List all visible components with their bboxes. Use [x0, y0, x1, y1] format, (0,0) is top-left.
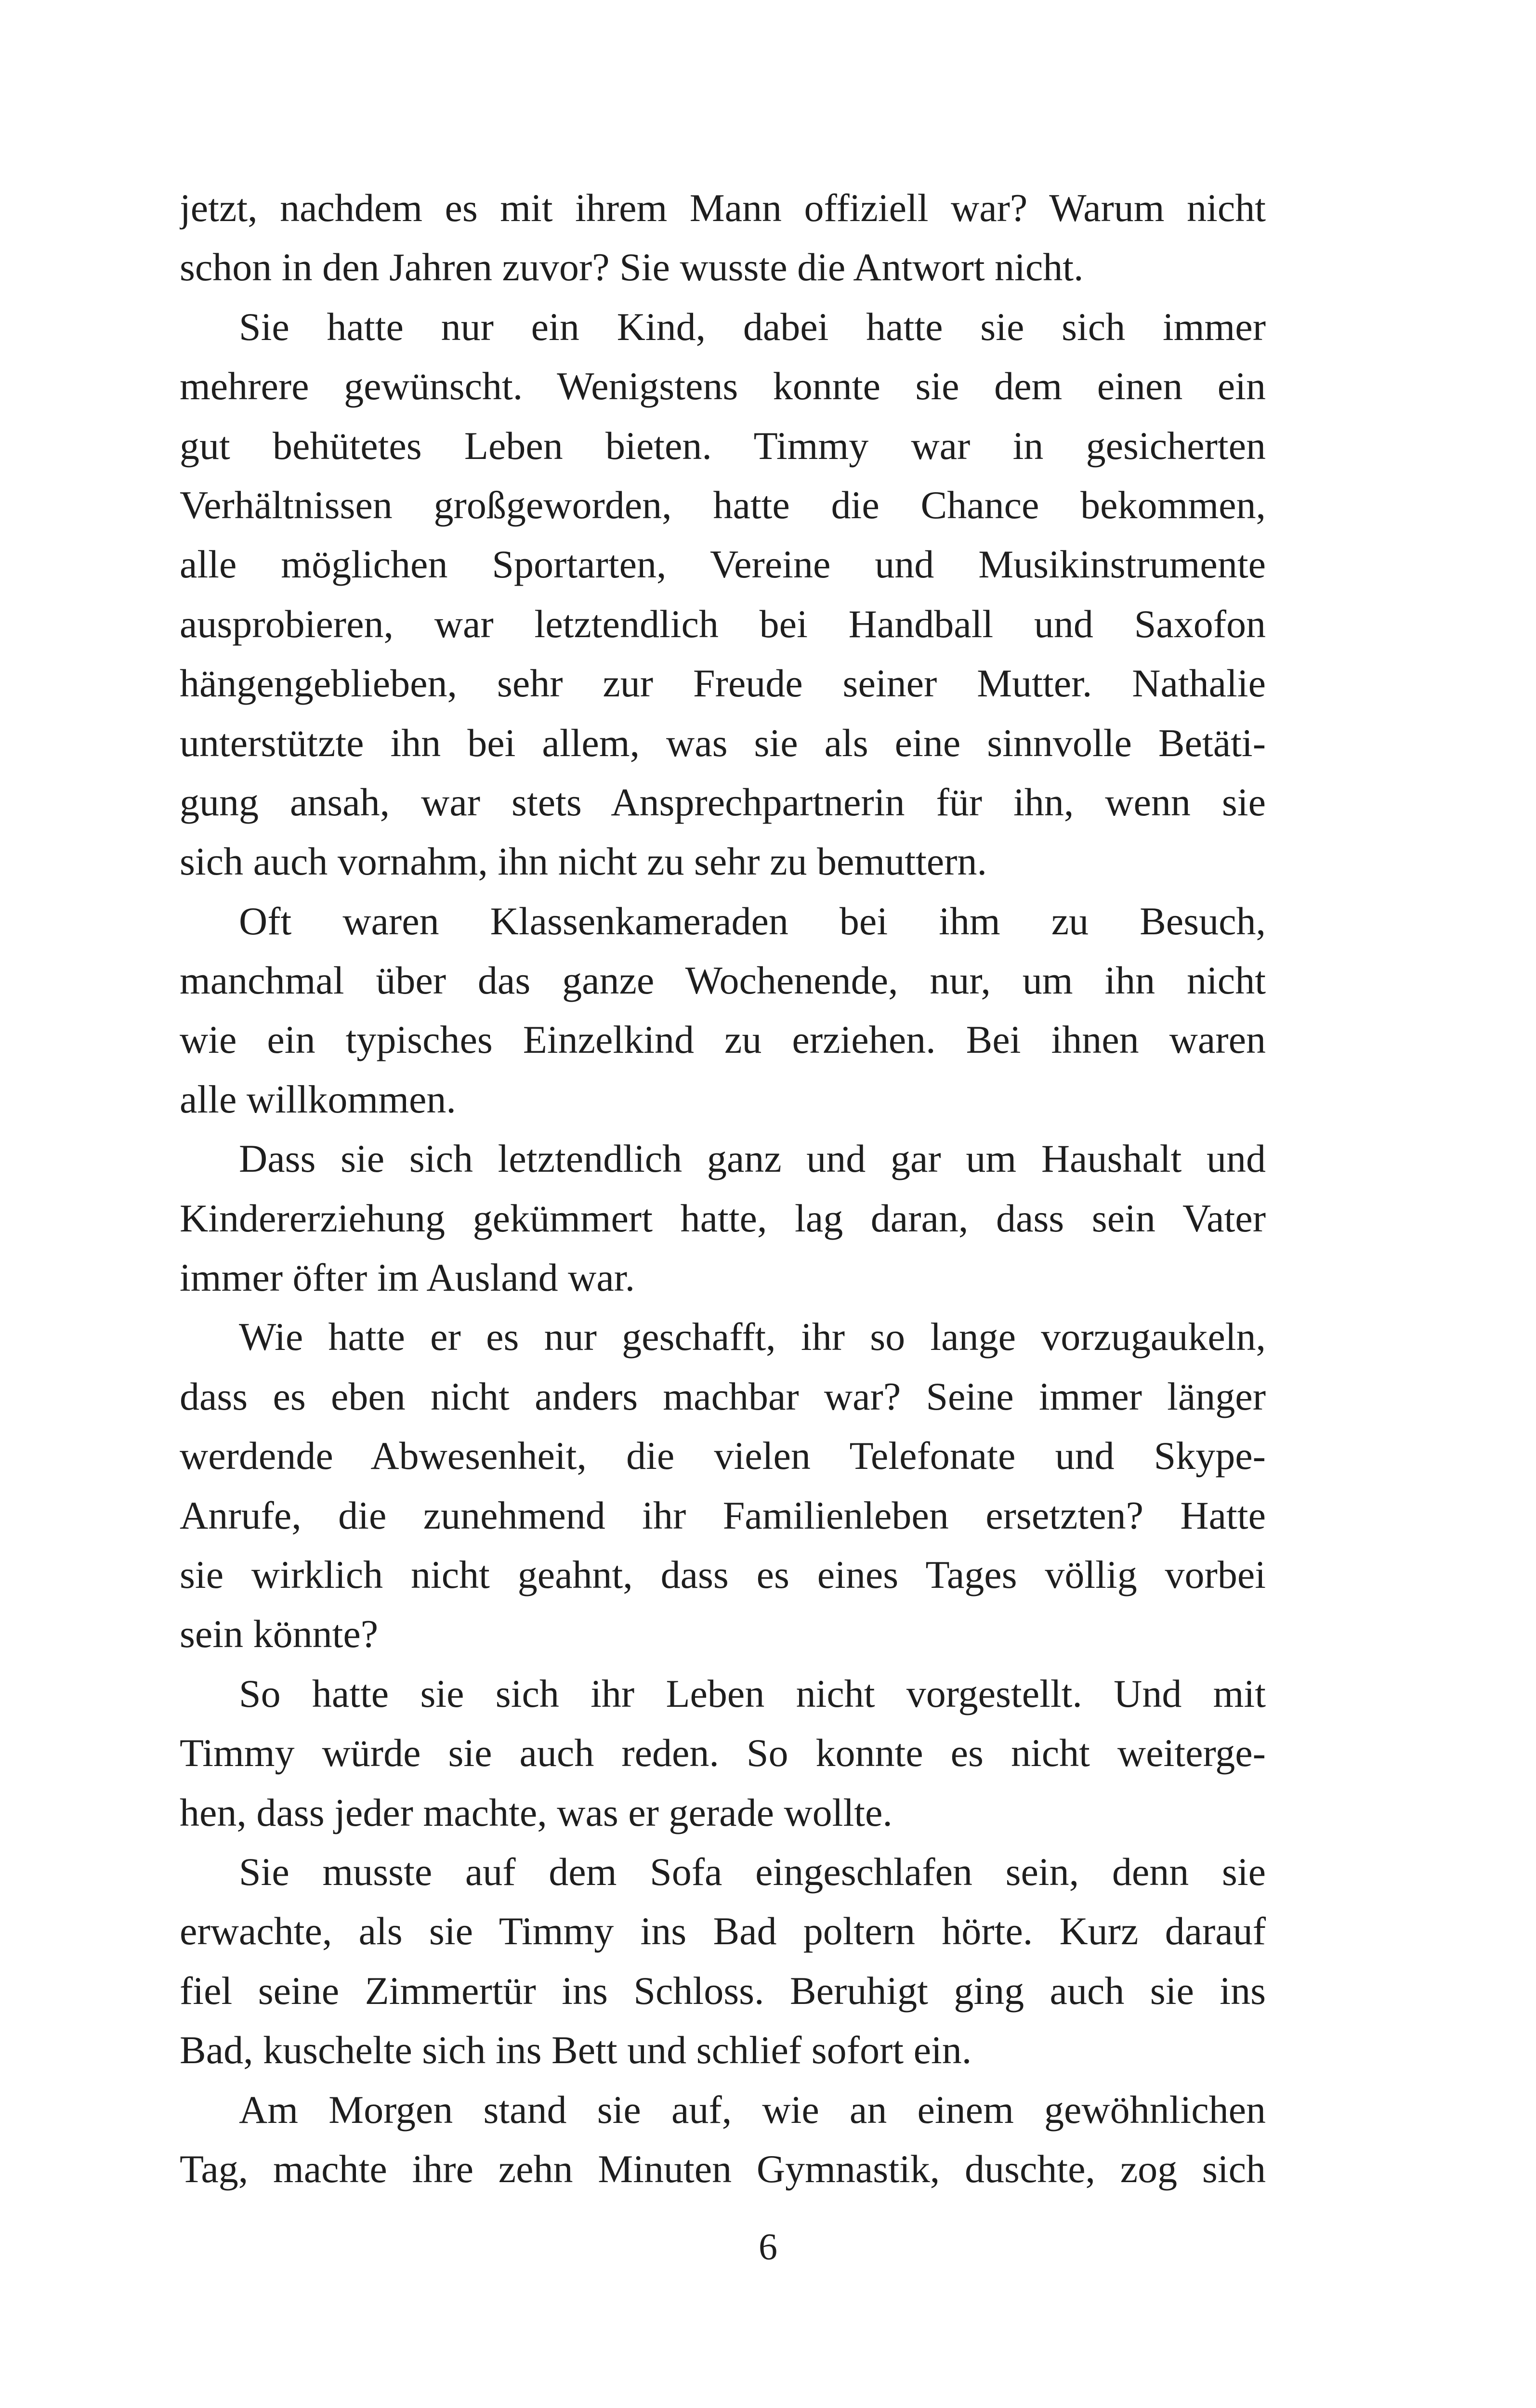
- text-line: Kindererziehung gekümmert hatte, lag daran, dass sein Vater: [180, 1196, 1266, 1240]
- page-number: 6: [759, 2225, 777, 2267]
- paragraph: [180, 1307, 1266, 1663]
- text-line: Sie musste auf dem Sofa eingeschlafen sein, denn sie: [239, 1849, 1266, 1894]
- paragraph: [180, 2080, 1266, 2199]
- text-line: Bad, kuschelte sich ins Bett und schlief sofort ein.: [180, 2028, 972, 2072]
- text-line: sein könnte?: [180, 1612, 379, 1656]
- text-line: wie ein typisches Einzelkind zu erziehen. Bei ihnen waren: [180, 1018, 1266, 1062]
- text-line: gung ansah, war stets Ansprechpartnerin für ihn, wenn sie: [180, 780, 1266, 824]
- text-line: gut behütetes Leben bieten. Timmy war in gesicherten: [180, 423, 1266, 468]
- text-line: Wie hatte er es nur geschafft, ihr so lange vorzugaukeln,: [239, 1315, 1266, 1359]
- text-line: jetzt, nachdem es mit ihrem Mann offiziell war? Warum nicht: [180, 186, 1266, 230]
- text-line: fiel seine Zimmertür ins Schloss. Beruhigt ging auch sie ins: [180, 1968, 1266, 2013]
- text-line: hängengeblieben, sehr zur Freude seiner Mutter. Nathalie: [180, 661, 1266, 706]
- text-line: ausprobieren, war letztendlich bei Handball und Saxofon: [180, 602, 1266, 646]
- text-line: sich auch vornahm, ihn nicht zu sehr zu bemuttern.: [180, 839, 987, 884]
- text-line: Dass sie sich letztendlich ganz und gar um Haushalt und: [239, 1137, 1266, 1181]
- text-line: schon in den Jahren zuvor? Sie wusste die Antwort nicht.: [180, 245, 1084, 289]
- text-line: Tag, machte ihre zehn Minuten Gymnastik, duschte, zog sich: [180, 2146, 1266, 2191]
- body-text: [180, 178, 1266, 2199]
- text-line: alle willkommen.: [180, 1077, 456, 1121]
- text-line: sie wirklich nicht geahnt, dass es eines Tages völlig vorbei: [180, 1552, 1266, 1597]
- paragraph: [180, 178, 1266, 297]
- text-line: Verhältnissen großgeworden, hatte die Chance bekommen,: [180, 483, 1266, 527]
- text-line: werdende Abwesenheit, die vielen Telefonate und Skype-: [180, 1434, 1266, 1478]
- text-line: erwachte, als sie Timmy ins Bad poltern hörte. Kurz darauf: [180, 1909, 1266, 1953]
- text-line: Anrufe, die zunehmend ihr Familienleben ersetzten? Hatte: [180, 1493, 1266, 1537]
- text-line: unterstützte ihn bei allem, was sie als eine sinnvolle Betäti-: [180, 720, 1266, 765]
- text-line: mehrere gewünscht. Wenigstens konnte sie dem einen ein: [180, 364, 1266, 408]
- paragraph: [180, 1664, 1266, 1842]
- text-line: immer öfter im Ausland war.: [180, 1256, 635, 1300]
- text-line: Sie hatte nur ein Kind, dabei hatte sie sich immer: [239, 304, 1266, 349]
- paragraph: [180, 1842, 1266, 2080]
- paragraph: [180, 297, 1266, 891]
- text-line: So hatte sie sich ihr Leben nicht vorgestellt. Und mit: [239, 1671, 1266, 1715]
- text-line: dass es eben nicht anders machbar war? Seine immer länger: [180, 1374, 1266, 1418]
- paragraph: [180, 1129, 1266, 1307]
- paragraph: [180, 891, 1266, 1129]
- text-line: Timmy würde sie auch reden. So konnte es nicht weiterge-: [180, 1731, 1266, 1775]
- text-line: Oft waren Klassenkameraden bei ihm zu Besuch,: [239, 899, 1266, 943]
- text-line: alle möglichen Sportarten, Vereine und Musikinstrumente: [180, 542, 1266, 587]
- text-line: hen, dass jeder machte, was er gerade wollte.: [180, 1790, 893, 1834]
- text-line: manchmal über das ganze Wochenende, nur, um ihn nicht: [180, 958, 1266, 1003]
- text-line: Am Morgen stand sie auf, wie an einem gewöhnlichen: [239, 2087, 1266, 2132]
